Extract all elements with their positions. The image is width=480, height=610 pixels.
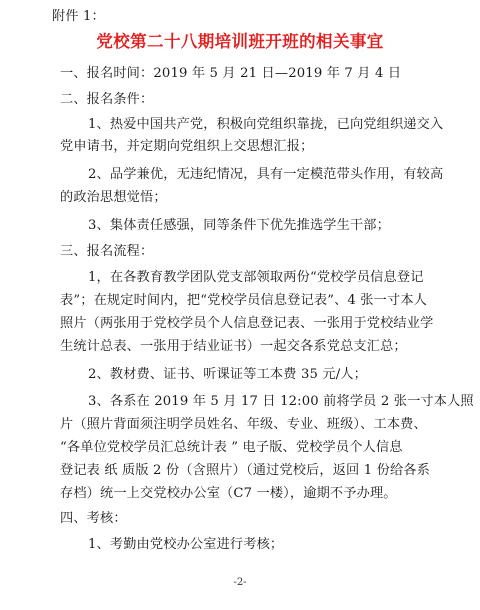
document-title: 党校第二十八期培训班开班的相关事宜 (96, 32, 384, 51)
paragraph-line: “各单位党校学员汇总统计表 ” 电子版、党校学员个人信息 (60, 440, 403, 455)
paragraph-line: 2、教材费、证书、听课证等工本费 35 元/人； (88, 367, 367, 382)
paragraph-line: 3、集体责任感强，同等条件下优先推选学生干部； (88, 218, 390, 233)
paragraph-line: 表”；在规定时间内，把“党校学员信息登记表”、4 张一寸本人 (60, 293, 427, 308)
paragraph-line: 党申请书，并定期向党组织上交思想汇报； (60, 139, 314, 154)
paragraph-line: 生统计总表、一张用于结业证书）一起交各系党总支汇总； (60, 339, 407, 354)
section-heading-assessment: 四、考核： (60, 511, 127, 526)
paragraph-line: 1、考勤由党校办公室进行考核； (88, 537, 284, 552)
paragraph-line: 登记表 纸 质版 2 份（含照片）（通过党校后，返回 1 份给各系 (60, 463, 430, 478)
paragraph-line: 片（照片背面须注明学员姓名、年级、专业、班级）、工本费、 (60, 417, 427, 432)
paragraph-line: 的政治思想觉悟； (60, 190, 167, 205)
paragraph-line: 1，在各教育教学团队党支部领取两份“党校学员信息登记 (88, 270, 424, 285)
paragraph-line: 2、品学兼优，无违纪情况，具有一定模范带头作用，有较高 (88, 167, 444, 182)
attachment-label: 附件 1： (52, 9, 105, 24)
paragraph-line: 照片（两张用于党校学员个人信息登记表、一张用于党校结业学 (60, 316, 434, 331)
paragraph-line: 3、各系在 2019 年 5 月 17 日 12:00 前将学员 2 张一寸本人照 (88, 394, 474, 409)
section-heading-process: 三、报名流程： (60, 244, 154, 259)
paragraph-line: 1、热爱中国共产党，积极向党组织靠拢，已向党组织递交入 (88, 117, 444, 132)
page-number: -2- (233, 577, 247, 588)
paragraph-line: 存档）统一上交党校办公室（C7 一楼），逾期不予办理。 (60, 486, 397, 501)
section-heading-conditions: 二、报名条件： (60, 92, 154, 107)
section-heading-registration-time: 一、报名时间：2019 年 5 月 21 日—2019 年 7 月 4 日 (60, 66, 402, 81)
